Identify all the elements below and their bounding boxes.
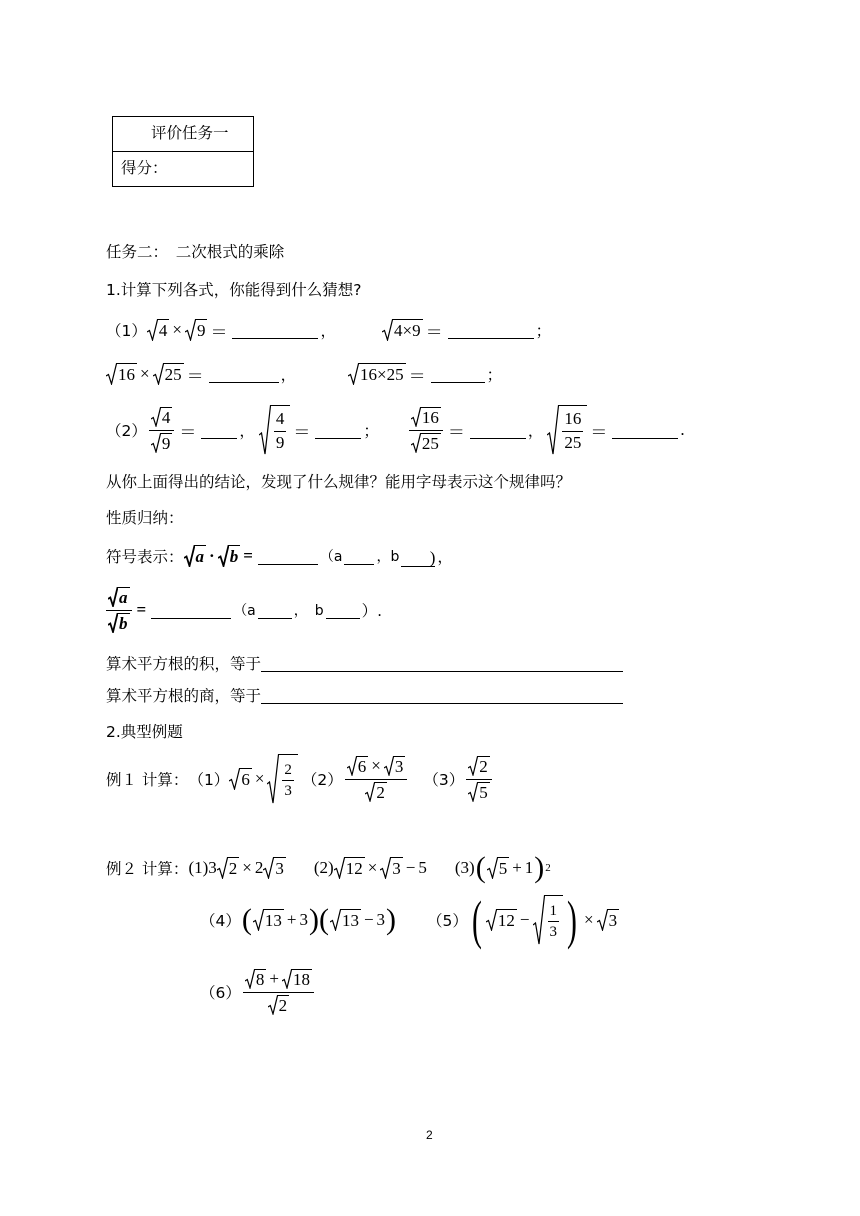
radical: 2 <box>217 857 240 879</box>
item-label: （1） <box>106 322 147 340</box>
answer-blank[interactable] <box>315 422 361 439</box>
rule-question: 从你上面得出的结论，发现了什么规律？能用字母表示这个规律吗？ <box>106 473 572 491</box>
radical: 5 <box>487 857 510 879</box>
answer-blank[interactable] <box>151 602 231 619</box>
condition-a-label: （a <box>319 549 343 565</box>
radical <box>106 363 137 385</box>
answer-blank[interactable] <box>209 366 279 383</box>
task-title: 任务二： 二次根式的乘除 <box>106 243 285 261</box>
example-label: 例１ 计算： <box>106 771 189 789</box>
property-label: 性质归纳： <box>106 509 184 527</box>
condition-b-label: ，b <box>376 549 400 565</box>
quotient-symbol-line: $\frac{a}{b}$ = （a ， b ）. <box>104 584 382 636</box>
radical: 3 <box>597 909 620 931</box>
example-2-line-1: 例２ 计算： (1) 3 2 × 2 3 (2) 12 × 3 − 5 (3) ( 5 + 1 ) 2 <box>106 851 551 884</box>
page-number: 2 <box>426 1128 433 1142</box>
radical <box>218 545 241 567</box>
symbol-line: 符号表示： a · b = （a ，b ) ， <box>106 546 453 567</box>
radical <box>184 545 207 567</box>
item-label: （6） <box>200 984 241 1002</box>
radicand: 4×9 <box>394 320 421 340</box>
numerator: 4 <box>274 410 287 432</box>
radicand: 25 <box>164 364 182 384</box>
radicand: 16×25 <box>360 364 404 384</box>
condition-blank[interactable] <box>344 548 374 565</box>
answer-blank[interactable] <box>258 548 318 565</box>
answer-blank[interactable] <box>201 422 237 439</box>
var-b: b <box>229 546 239 566</box>
question-heading: 1.计算下列各式，你能得到什么猜想? <box>106 281 362 299</box>
product-label: 算术平方根的积，等于 <box>106 655 262 673</box>
denominator: 9 <box>161 433 171 453</box>
q1-line-1: （1） 4 × 9 ＝ ， <box>106 320 336 342</box>
radicand: 9 <box>196 320 206 340</box>
numerator: 16 <box>562 410 583 432</box>
item-label: （3） <box>423 771 465 789</box>
q1-line-1b: 4×9 ＝ ； <box>382 316 551 344</box>
radical <box>147 319 170 341</box>
examples-heading: 2.典型例题 <box>106 723 183 741</box>
item-label: （5） <box>427 912 468 930</box>
condition-blank[interactable]: ) <box>401 548 435 564</box>
answer-blank[interactable] <box>261 687 623 704</box>
evaluation-box <box>112 116 254 187</box>
item-label: (3) <box>454 858 475 877</box>
radical <box>153 363 184 385</box>
q1-line-2b: 16×25 ＝ ； <box>348 360 502 388</box>
fraction: 6 × 3 2 <box>345 756 408 802</box>
radical <box>547 405 587 455</box>
radical: 3 <box>380 857 403 879</box>
numerator: 16 <box>421 407 439 427</box>
answer-blank[interactable] <box>448 322 534 339</box>
q1-line-2: 16 × 25 ＝ ， <box>106 360 296 388</box>
answer-blank[interactable] <box>232 322 318 339</box>
product-statement <box>106 652 623 674</box>
radical: $\frac{2}{3}$ <box>267 754 298 804</box>
radical <box>185 319 208 341</box>
item-label: (1) <box>188 858 209 877</box>
symbol-label: 符号表示： <box>106 548 184 566</box>
radical <box>348 363 406 385</box>
quotient-statement <box>106 684 623 706</box>
radical: 12 <box>486 909 517 931</box>
radical: 13 <box>330 909 361 931</box>
denominator: 25 <box>564 433 582 452</box>
score-label: 得分： <box>113 151 253 186</box>
radical: 13 <box>253 909 284 931</box>
quotient-label: 算术平方根的商，等于 <box>106 687 262 705</box>
numerator: 4 <box>161 407 171 427</box>
radical <box>382 319 423 341</box>
fraction: 8 + 18 2 <box>243 969 314 1015</box>
example-label: 例２ 计算： <box>106 860 189 878</box>
radical: 12 <box>334 857 365 879</box>
item-label: （1） <box>188 771 230 789</box>
answer-blank[interactable] <box>431 366 485 383</box>
fraction <box>106 587 132 633</box>
radical: 3 <box>263 857 286 879</box>
condition-a-label: （a <box>233 603 256 619</box>
item-label: （2） <box>106 422 147 440</box>
fraction <box>409 407 443 453</box>
radicand: 4 <box>158 320 168 340</box>
answer-blank[interactable] <box>470 422 526 439</box>
var-b: b <box>119 613 128 633</box>
evaluation-title: 评价任务一 <box>151 124 229 142</box>
example-1: 例１ 计算： （1） 6 × $\frac{2}{3}$ （2） 6 × 3 2 （3） $\frac{2}{5}$ <box>106 752 494 806</box>
fraction <box>149 407 175 453</box>
var-a: a <box>195 546 205 566</box>
example-2-line-2: （4） ( 13 + 3 )( 13 − 3 ) （5） ( 12 − $\frac{1}{3}$ ) × 3 <box>200 890 618 950</box>
answer-blank[interactable] <box>612 422 678 439</box>
condition-b-label: ， b <box>293 603 324 619</box>
answer-blank[interactable] <box>261 655 623 672</box>
fraction: $\frac{2}{5}$ <box>466 756 492 802</box>
item-label: （4） <box>200 912 241 930</box>
item-label: (2) <box>313 858 334 877</box>
example-2-line-3 <box>200 966 316 1018</box>
radical: 6 <box>229 768 252 790</box>
item-label: （2） <box>301 771 343 789</box>
radicand: 16 <box>118 364 135 384</box>
q1-line-3: （2） $\frac{4}{9}$ ＝ ， $\frac{4}{9}$ ＝ ； $\frac{16}{25}$ ＝ ， $\frac{16}{25}$ ＝ . <box>106 404 685 456</box>
condition-blank[interactable] <box>326 602 360 619</box>
denominator: 9 <box>275 433 285 452</box>
radical <box>259 405 291 455</box>
condition-blank[interactable] <box>258 602 292 619</box>
var-a: a <box>119 587 128 607</box>
radical: $\frac{1}{3}$ <box>533 895 564 945</box>
denominator: 25 <box>421 433 439 453</box>
